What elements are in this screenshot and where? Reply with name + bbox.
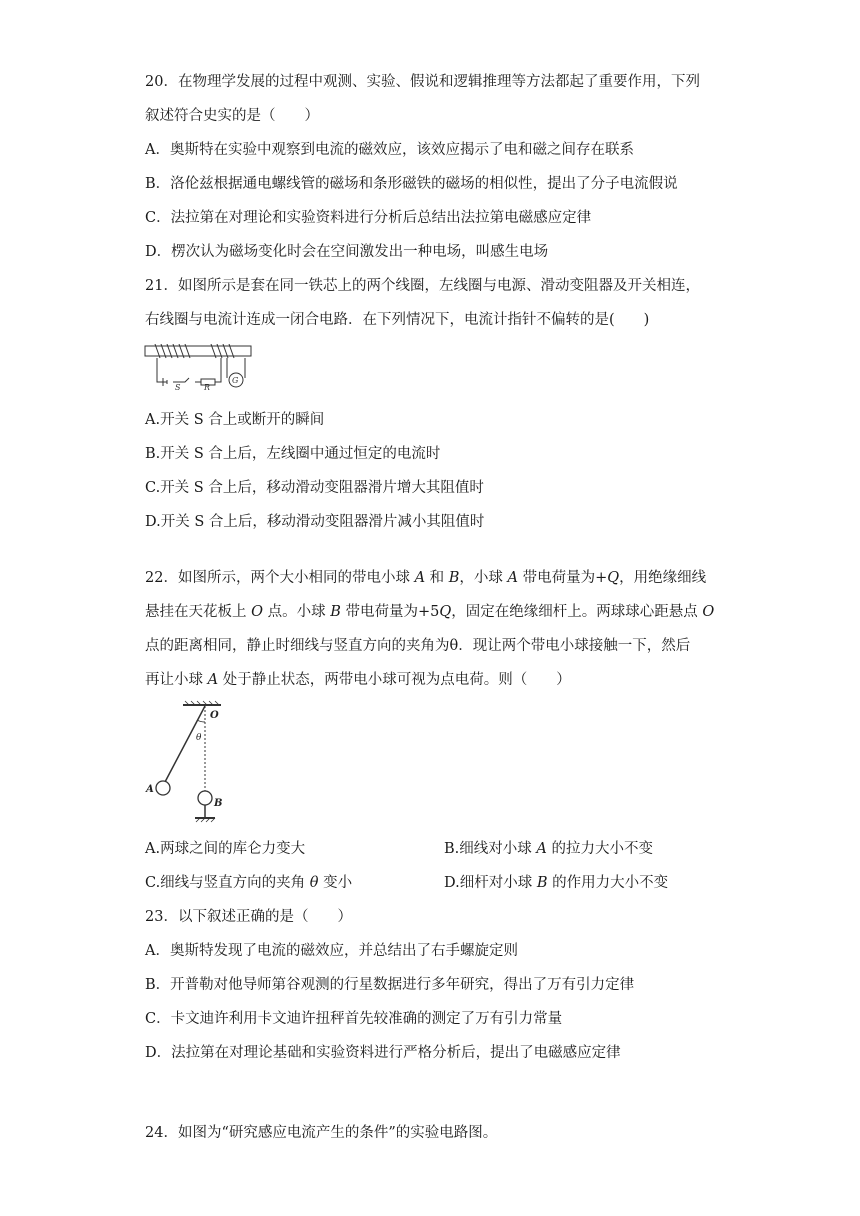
iron-core xyxy=(145,346,251,356)
q22-option-d: D.细杆对小球 B 的作用力大小不变 xyxy=(444,875,669,891)
q23-option-d: D．法拉第在对理论基础和实验资料进行严格分析后，提出了电磁感应定律 xyxy=(145,1045,621,1061)
q22-option-b: B.细线对小球 A 的拉力大小不变 xyxy=(444,841,653,857)
q21-stem-line2: 右线圈与电流计连成一闭合电路．在下列情况下，电流计指针不偏转的是( ) xyxy=(145,312,650,328)
angle-label: θ xyxy=(196,733,202,743)
q24-stem: 24．如图为“研究感应电流产生的条件”的实验电路图。 xyxy=(145,1125,498,1141)
q21-coil-circuit-figure xyxy=(143,344,255,390)
pivot-label: O xyxy=(210,710,219,721)
ball-a-label: A xyxy=(146,784,154,795)
q22-stem-line4: 再让小球 A 处于静止状态，两带电小球可视为点电荷。则（ ） xyxy=(145,672,571,688)
angle-arc xyxy=(197,720,205,722)
q23-option-a: A．奥斯特发现了电流的磁效应，并总结出了右手螺旋定则 xyxy=(145,943,518,959)
q22-pendulum-figure xyxy=(143,700,233,826)
switch-label: S xyxy=(175,383,181,390)
q21-stem-line1: 21．如图所示是套在同一铁芯上的两个线圈，左线圈与电源、滑动变阻器及开关相连， xyxy=(145,278,700,294)
q23-option-b: B．开普勒对他导师第谷观测的行星数据进行多年研究，得出了万有引力定律 xyxy=(145,977,635,993)
q22-option-a: A.两球之间的库仑力变大 xyxy=(145,841,306,857)
q21-option-b: B.开关 S 合上后，左线圈中通过恒定的电流时 xyxy=(145,446,441,462)
right-circuit-wires xyxy=(227,358,245,378)
q21-option-c: C.开关 S 合上后，移动滑动变阻器滑片增大其阻值时 xyxy=(145,480,484,496)
q21-option-d: D.开关 S 合上后，移动滑动变阻器滑片减小其阻值时 xyxy=(145,514,485,530)
q23-option-c: C．卡文迪许利用卡文迪许扭秤首先较准确的测定了万有引力常量 xyxy=(145,1011,563,1027)
ball-a xyxy=(156,781,170,795)
insulating-thread xyxy=(165,706,205,782)
ball-b xyxy=(198,791,212,805)
left-circuit-wires xyxy=(157,358,221,382)
ball-b-label: B xyxy=(214,798,223,809)
galvanometer-label: G xyxy=(232,376,239,385)
resistor-label: R xyxy=(204,383,211,390)
q23-stem: 23．以下叙述正确的是（ ） xyxy=(145,909,352,925)
q20-option-c: C．法拉第在对理论和实验资料进行分析后总结出法拉第电磁感应定律 xyxy=(145,210,592,226)
q21-option-a: A.开关 S 合上或断开的瞬间 xyxy=(145,412,325,428)
q20-option-b: B．洛伦兹根据通电螺线管的磁场和条形磁铁的磁场的相似性，提出了分子电流假说 xyxy=(145,176,678,192)
q20-stem-line1: 20．在物理学发展的过程中观测、实验、假说和逻辑推理等方法都起了重要作用，下列 xyxy=(145,74,700,90)
q20-option-a: A．奥斯特在实验中观察到电流的磁效应，该效应揭示了电和磁之间存在联系 xyxy=(145,142,634,158)
q22-stem-line1: 22．如图所示，两个大小相同的带电小球 A 和 B，小球 A 带电荷量为+Q，用绝缘细线 xyxy=(145,570,707,586)
q20-stem-line2: 叙述符合史实的是（ ） xyxy=(145,108,319,124)
q20-option-d: D．楞次认为磁场变化时会在空间激发出一种电场，叫感生电场 xyxy=(145,244,549,260)
q22-stem-line2: 悬挂在天花板上 O 点。小球 B 带电荷量为+5Q，固定在绝缘细杆上。两球球心距悬点 O xyxy=(145,604,715,620)
q22-stem-line3: 点的距离相同，静止时细线与竖直方向的夹角为θ．现让两个带电小球接触一下，然后 xyxy=(145,638,691,654)
q22-option-c: C.细线与竖直方向的夹角 θ 变小 xyxy=(145,875,353,891)
